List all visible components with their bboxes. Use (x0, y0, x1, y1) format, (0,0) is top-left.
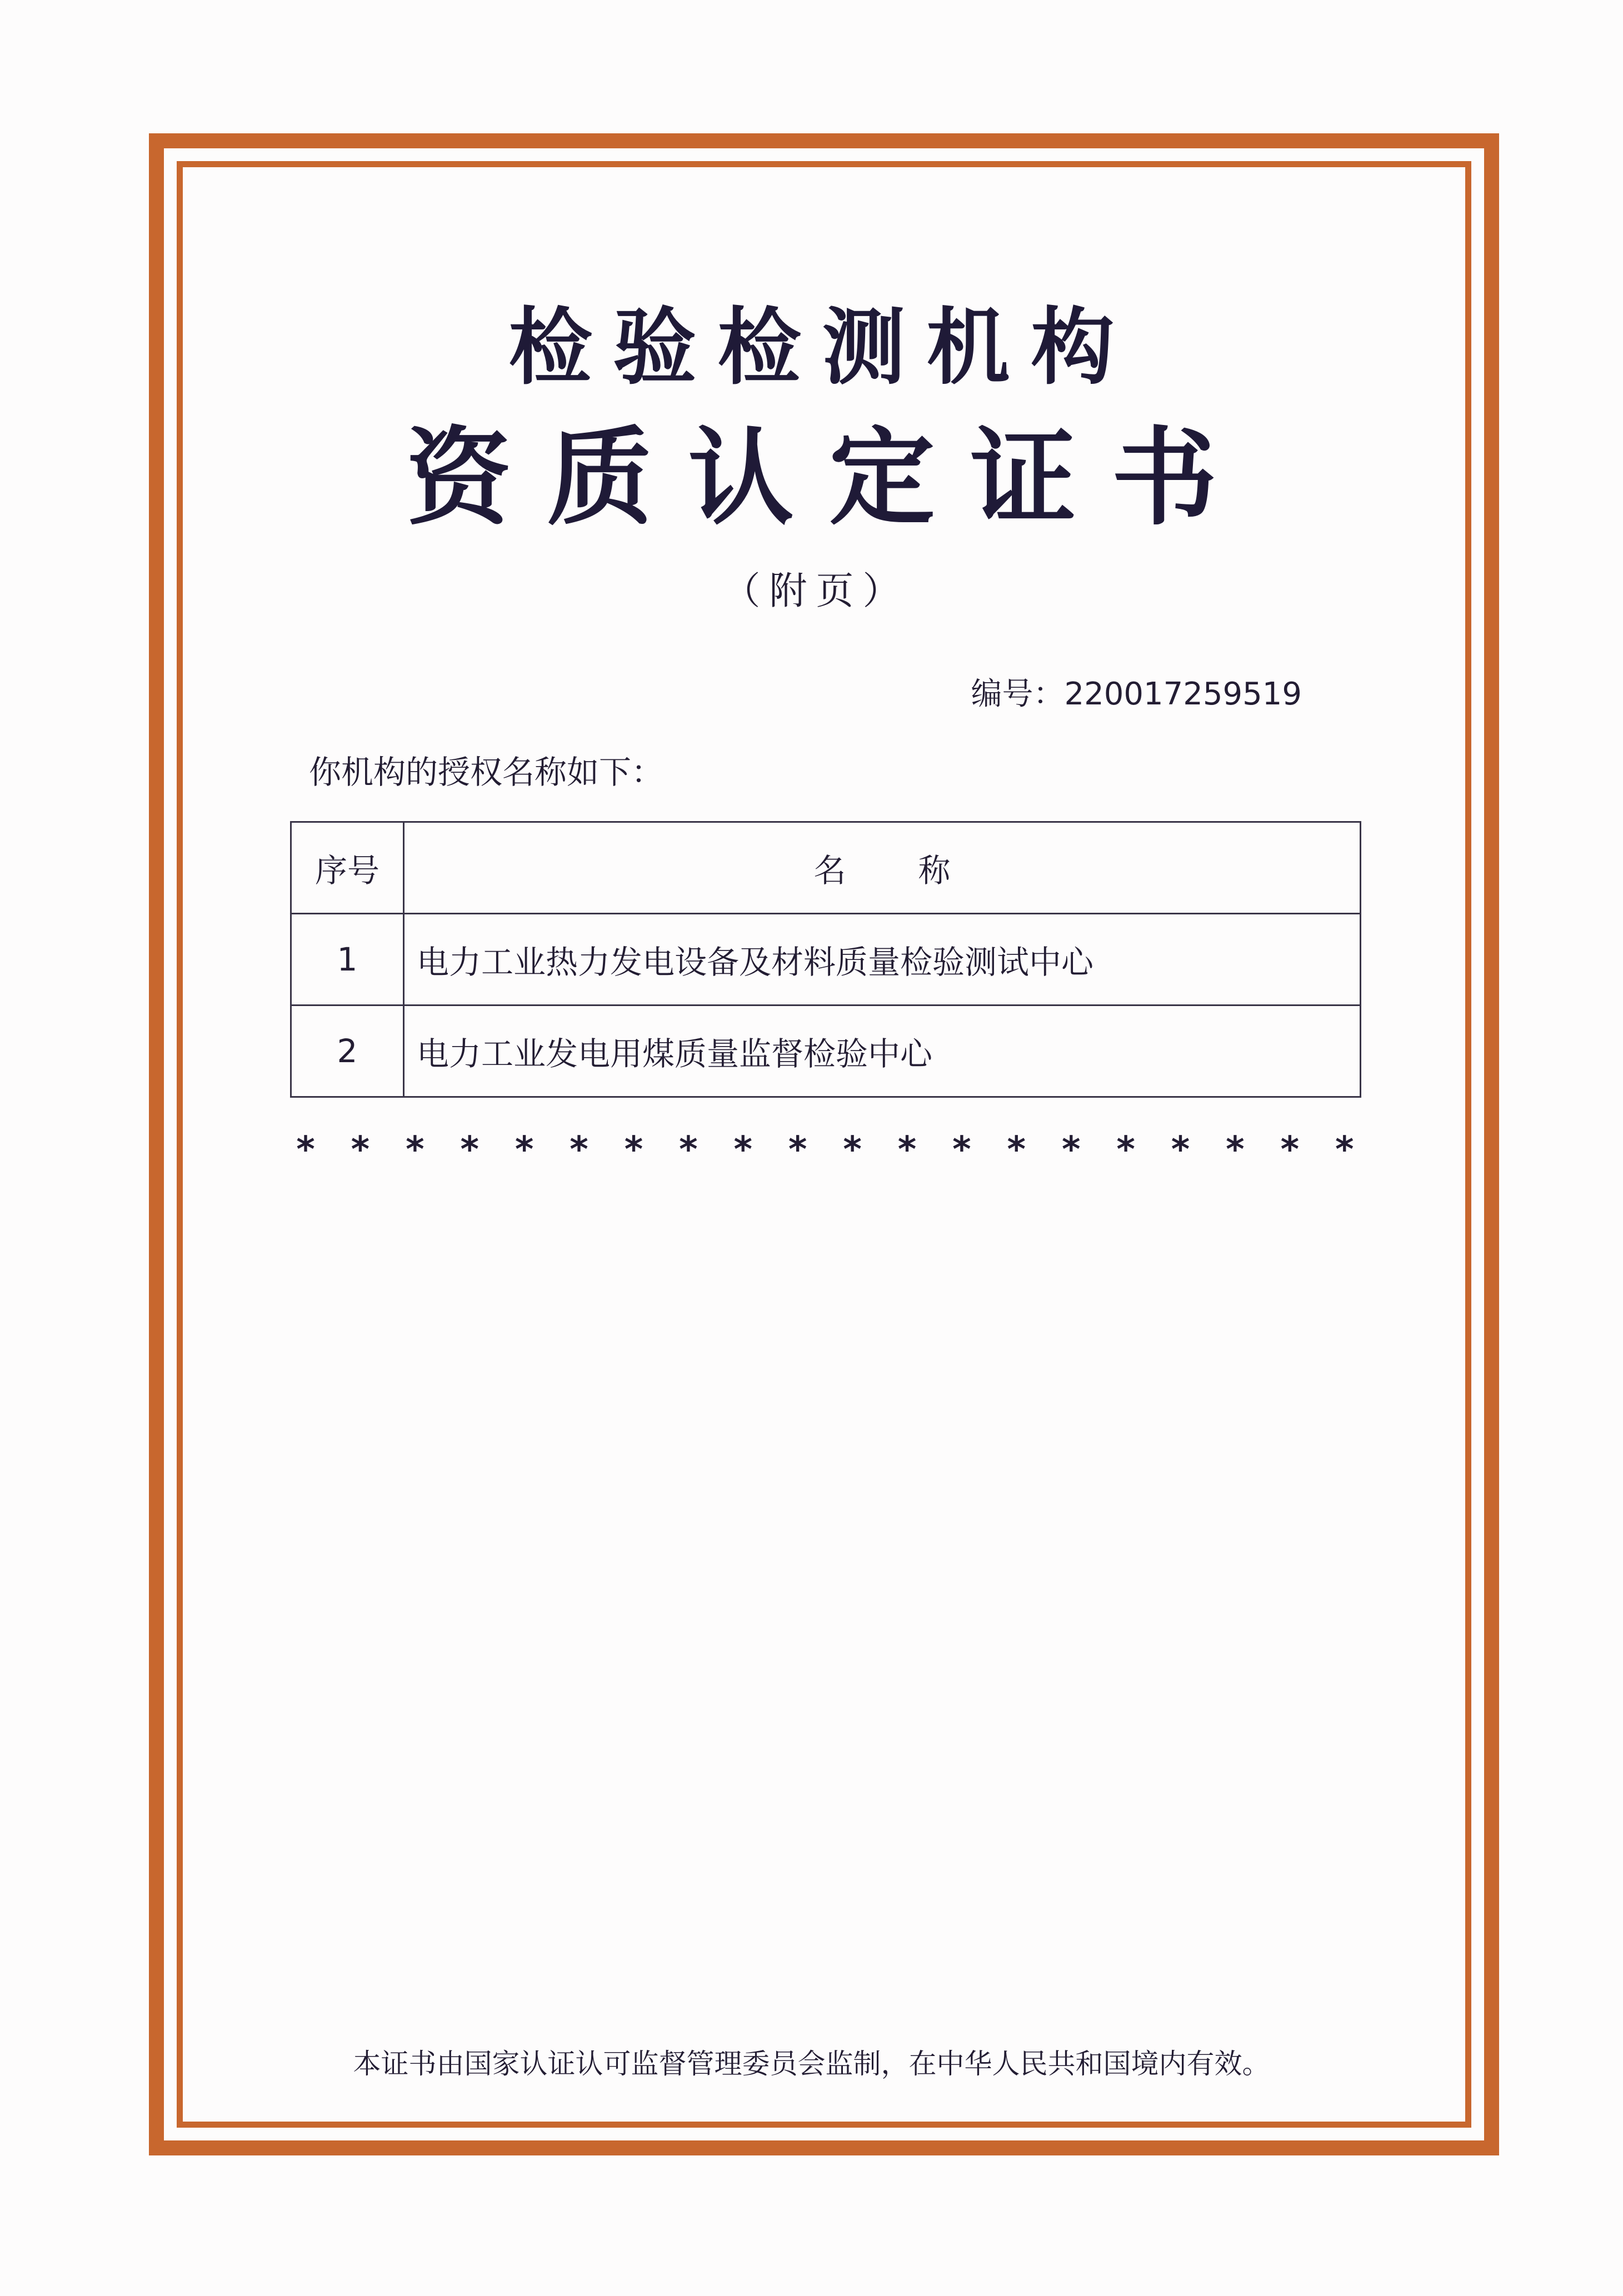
star-mark: * (406, 1129, 425, 1170)
star-mark: * (679, 1129, 698, 1170)
star-separator (289, 1122, 1361, 1178)
row-seq: 1 (291, 914, 404, 1006)
star-mark: * (570, 1129, 588, 1170)
certificate-subtitle: （附页） (722, 569, 910, 613)
authorization-intro: 你机构的授权名称如下： (309, 753, 664, 791)
table-row (291, 1006, 1361, 1097)
star-mark: * (733, 1129, 752, 1170)
star-mark: * (1226, 1129, 1245, 1170)
table-header-row (291, 822, 1361, 914)
table-row (291, 914, 1361, 1006)
header-seq: 序号 (291, 822, 404, 914)
star-mark: * (460, 1129, 479, 1170)
star-mark: * (296, 1129, 315, 1170)
star-mark: * (1007, 1129, 1026, 1170)
star-mark: * (1171, 1129, 1190, 1170)
star-mark: * (351, 1129, 370, 1170)
star-mark: * (1061, 1129, 1081, 1170)
star-mark: * (788, 1129, 807, 1170)
row-seq: 2 (291, 1006, 404, 1097)
star-mark: * (897, 1129, 917, 1170)
certificate-number (971, 667, 1302, 722)
header-name: 名称 (404, 822, 1361, 914)
authorization-table (290, 821, 1361, 1098)
certificate-title-line2: 资质认定证书 (406, 416, 1253, 539)
star-mark: * (1280, 1129, 1300, 1170)
row-name: 电力工业发电用煤质量监督检验中心 (404, 1006, 1361, 1097)
star-mark: * (1116, 1129, 1135, 1170)
certificate-title-line1: 检验检测机构 (508, 298, 1136, 396)
star-mark: * (624, 1129, 643, 1170)
star-mark: * (952, 1129, 971, 1170)
certificate-number-value: 220017259519 (1064, 676, 1302, 712)
row-name: 电力工业热力发电设备及材料质量检验测试中心 (404, 914, 1361, 1006)
star-mark: * (843, 1129, 862, 1170)
certificate-number-label: 编号： (971, 676, 1065, 712)
star-mark: * (1335, 1129, 1354, 1170)
star-mark: * (515, 1129, 534, 1170)
certificate-footer-note: 本证书由国家认证认可监督管理委员会监制，在中华人民共和国境内有效。 (353, 2048, 1270, 2080)
